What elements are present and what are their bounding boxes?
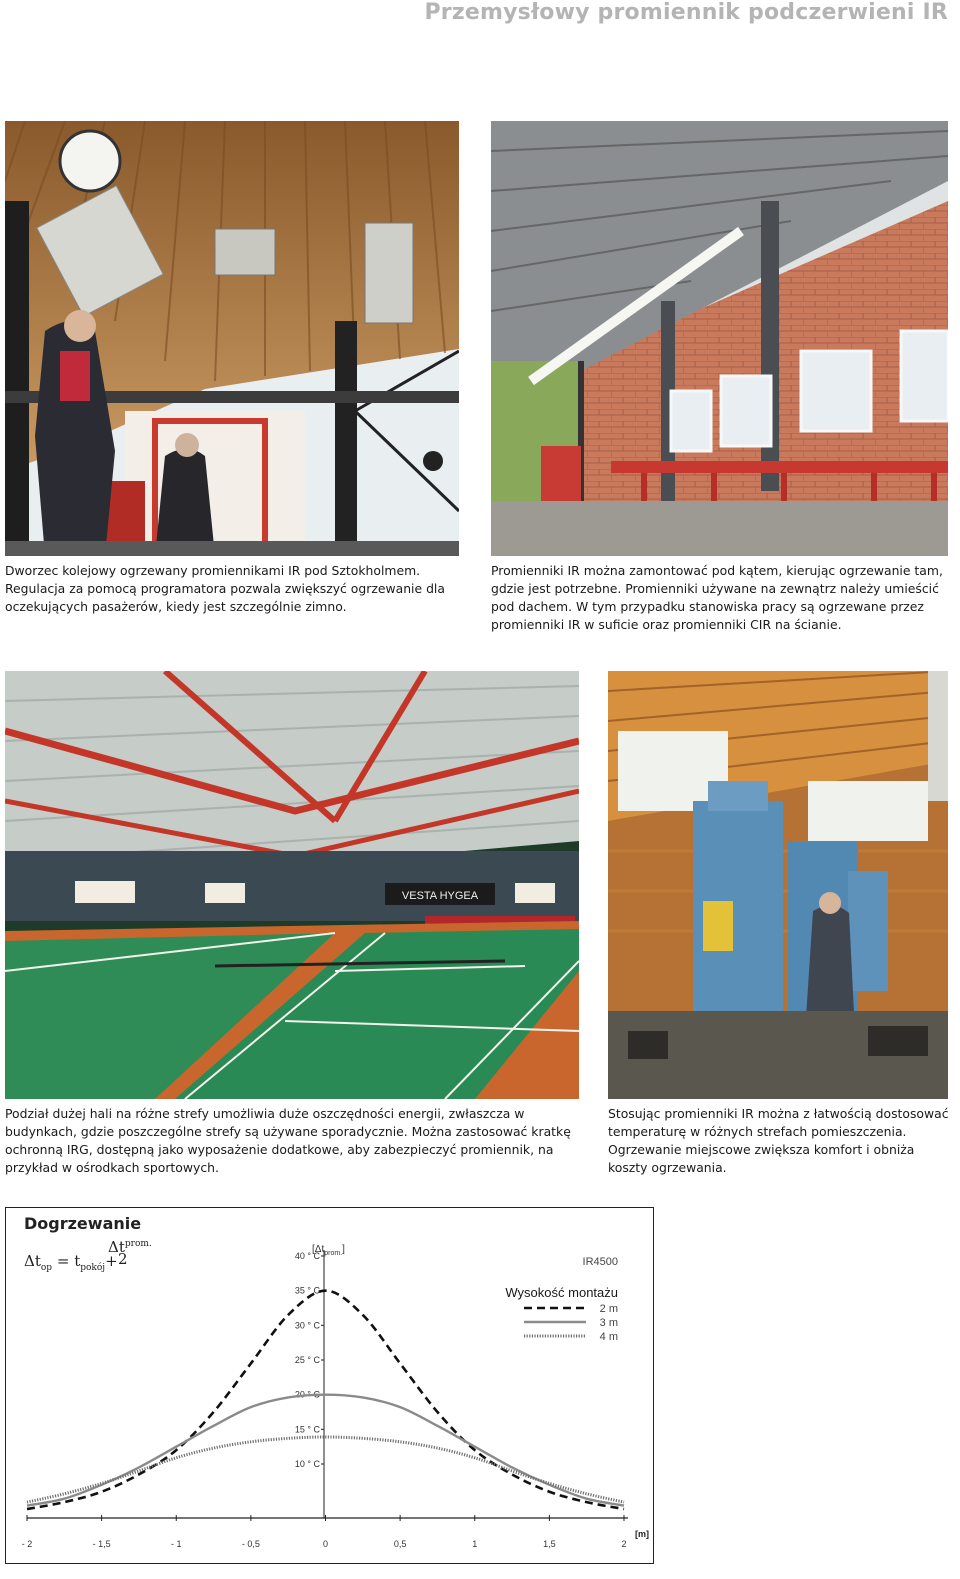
series-line-3m (27, 1395, 624, 1506)
formula-denominator: 2 (118, 1250, 128, 1268)
formula-num-sub: prom. (124, 1239, 152, 1249)
y-axis-label-sub: prom. (324, 1250, 343, 1257)
formula-num-delta: Δt (108, 1238, 125, 1256)
y-tick-label: 35 ° C (294, 1285, 320, 1296)
x-tick-label: - 0,5 (241, 1539, 260, 1549)
x-tick-label: - 2 (21, 1539, 33, 1549)
photo-machine-workshop (608, 671, 948, 1099)
x-tick-label: 1,5 (543, 1539, 556, 1549)
caption-workstations: Promienniki IR można zamontować pod kątem, kierując ogrzewanie tam, gdzie jest potrzebne. Promienniki używane na zewnątrz należy umieścić pod dachem. W tym przypadku stanowiska pracy są ogrzewane przez promienniki IR w suficie oraz promienniki CIR na ścianie. (491, 563, 943, 632)
x-tick-label: - 1 (170, 1539, 182, 1549)
formula-equals: = (56, 1252, 70, 1270)
legend-title: Wysokość montażu (505, 1285, 618, 1300)
photo-railway-station (5, 121, 459, 556)
formula-lhs-sub: op (40, 1263, 53, 1273)
formula-plus: + (105, 1252, 118, 1270)
legend-label-4m: 4 m (599, 1331, 618, 1343)
page-title: Przemysłowy promiennik podczerwieni IR (424, 0, 948, 25)
photo-workstations (491, 121, 948, 556)
caption-railway-station: Dworzec kolejowy ogrzewany promiennikami IR pod Sztokholmem. Regulacja za pomocą programatora pozwala zwiększyć ogrzewanie dla oczekujących pasażerów, kiedy jest szczególnie zimno. (5, 563, 445, 614)
heating-diagram (5, 1207, 654, 1564)
y-tick-label: 40 ° C (294, 1251, 320, 1261)
diagram-title: Dogrzewanie (24, 1214, 142, 1233)
x-tick-label: 0 (322, 1539, 329, 1549)
x-tick-label: - 1,5 (92, 1539, 111, 1549)
x-tick-label: 1 (472, 1539, 478, 1549)
y-tick-label: 15 ° C (294, 1424, 320, 1435)
model-label: IR4500 (582, 1256, 618, 1268)
y-axis-label-close: ] (342, 1244, 345, 1255)
y-tick-label: 20 ° C (294, 1389, 320, 1400)
formula-t: t (74, 1252, 81, 1270)
legend (524, 1303, 618, 1343)
caption-machine-workshop: Stosując promienniki IR można z łatwością dostosować temperaturę w różnych strefach pomieszczenia. Ogrzewanie miejscowe zwiększa komfort i obniża koszty ogrzewania. (608, 1106, 949, 1175)
x-axis-label: [m] (635, 1529, 649, 1539)
x-tick-label: 0,5 (393, 1539, 407, 1549)
legend-label-2m: 2 m (599, 1303, 618, 1315)
formula-room-sub: pokój (80, 1263, 106, 1273)
series-line-4m (27, 1437, 624, 1502)
photo-tennis-hall (5, 671, 579, 1099)
temperature-distribution-chart (6, 1208, 652, 1562)
y-axis-label-delta: [Δt (312, 1244, 325, 1255)
series-line-2m (27, 1291, 624, 1509)
caption-tennis-hall: Podział dużej hali na różne strefy umożliwia duże oszczędności energii, zwłaszcza w budynkach, gdzie poszczególne strefy są używane sporadycznie. Można zastosować kratkę ochronną IRG, dostępną jako wyposażenie dodatkowe, aby zabezpieczyć promiennik, na przykład w ośrodkach sportowych. (5, 1106, 571, 1175)
legend-label-3m: 3 m (599, 1317, 618, 1329)
formula-delta: Δt (24, 1252, 41, 1270)
x-tick-label: 2 (621, 1539, 627, 1549)
y-tick-label: 30 ° C (294, 1320, 320, 1331)
y-tick-label: 25 ° C (294, 1355, 320, 1365)
y-tick-label: 10 ° C (294, 1459, 320, 1469)
banner-left-text: VESTA HYGEA (401, 890, 479, 902)
